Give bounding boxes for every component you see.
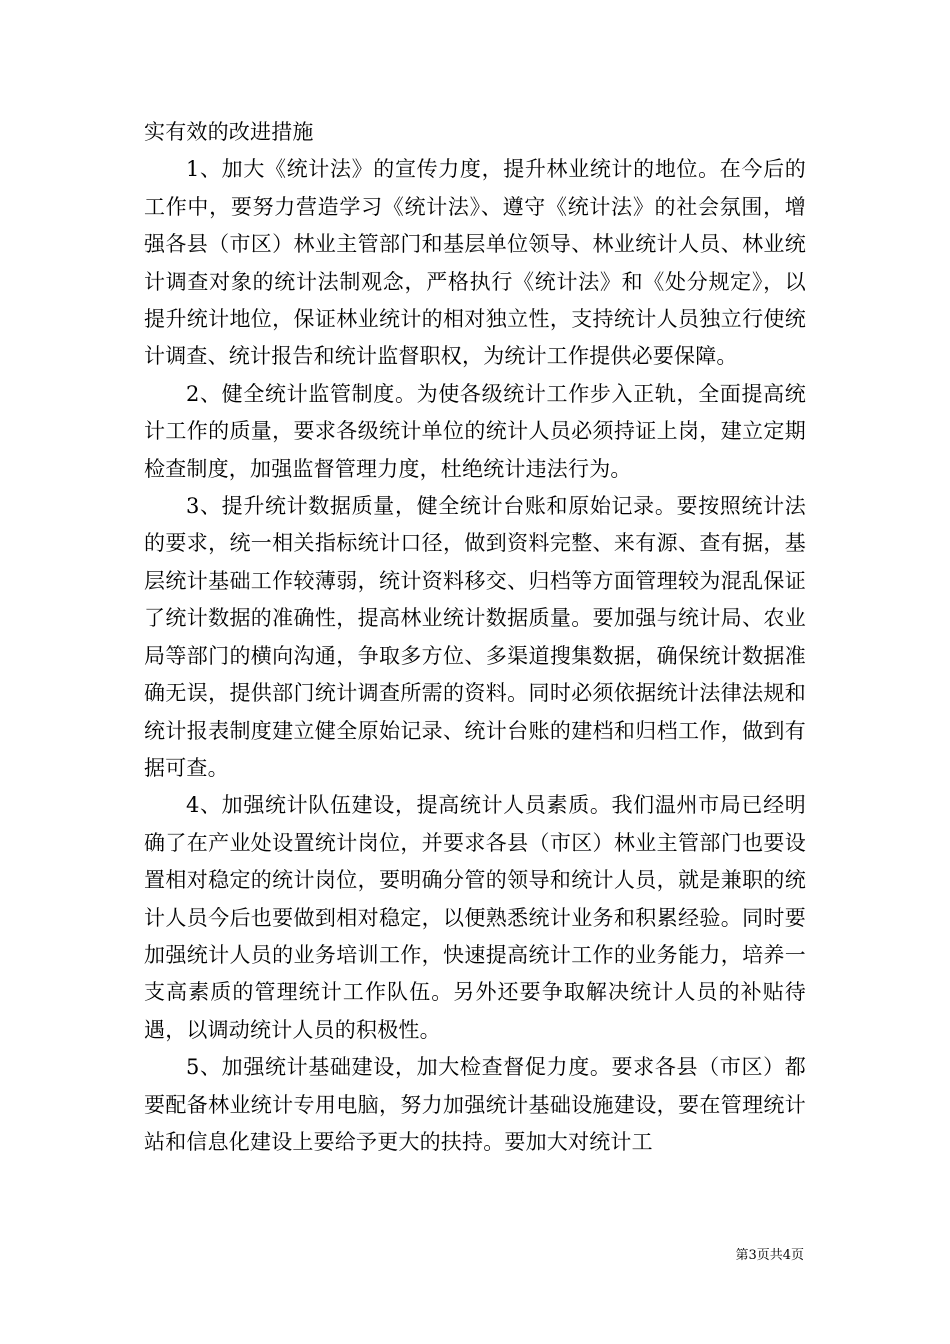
- paragraph-measure-4: 4、加强统计队伍建设，提高统计人员素质。我们温州市局已经明确了在产业处设置统计岗位，并要求各县（市区）林业主管部门也要设置相对稳定的统计岗位，要明确分管的领导和统计人员，就是兼职的统计人员今后也要做到相对稳定，以便熟悉统计业务和积累经验。同时要加强统计人员的业务培训工作，快速提高统计工作的业务能力，培养一支高素质的管理统计工作队伍。另外还要争取解决统计人员的补贴待遇，以调动统计人员的积极性。: [144, 793, 806, 1042]
- paragraph-measure-3: 3、提升统计数据质量，健全统计台账和原始记录。要按照统计法的要求，统一相关指标统计口径，做到资料完整、来有源、查有据，基层统计基础工作较薄弱，统计资料移交、归档等方面管理较为混乱保证了统计数据的准确性，提高林业统计数据质量。要加强与统计局、农业局等部门的横向沟通，争取多方位、多渠道搜集数据，确保统计数据准确无误，提供部门统计调查所需的资料。同时必须依据统计法律法规和统计报表制度建立健全原始记录、统计台账的建档和归档工作，做到有据可查。: [144, 494, 806, 780]
- paragraph-measure-1: 1、加大《统计法》的宣传力度，提升林业统计的地位。在今后的工作中，要努力营造学习《统计法》、遵守《统计法》的社会氛围，增强各县（市区）林业主管部门和基层单位领导、林业统计人员、林业统计调查对象的统计法制观念，严格执行《统计法》和《处分规定》，以提升统计地位，保证林业统计的相对独立性，支持统计人员独立行使统计调查、统计报告和统计监督职权，为统计工作提供必要保障。: [144, 157, 806, 369]
- paragraph-measure-2: 2、健全统计监管制度。为使各级统计工作步入正轨，全面提高统计工作的质量，要求各级统计单位的统计人员必须持证上岗，建立定期检查制度，加强监督管理力度，杜绝统计违法行为。: [144, 381, 806, 481]
- document-body: [144, 114, 806, 1161]
- paragraph-measure-5: 5、加强统计基础建设，加大检查督促力度。要求各县（市区）都要配备林业统计专用电脑，努力加强统计基础设施建设，要在管理统计站和信息化建设上要给予更大的扶持。要加大对统计工: [144, 1055, 806, 1154]
- paragraph-continuation: 实有效的改进措施: [144, 120, 314, 144]
- page-number-footer: 第3页共4页: [735, 1248, 804, 1263]
